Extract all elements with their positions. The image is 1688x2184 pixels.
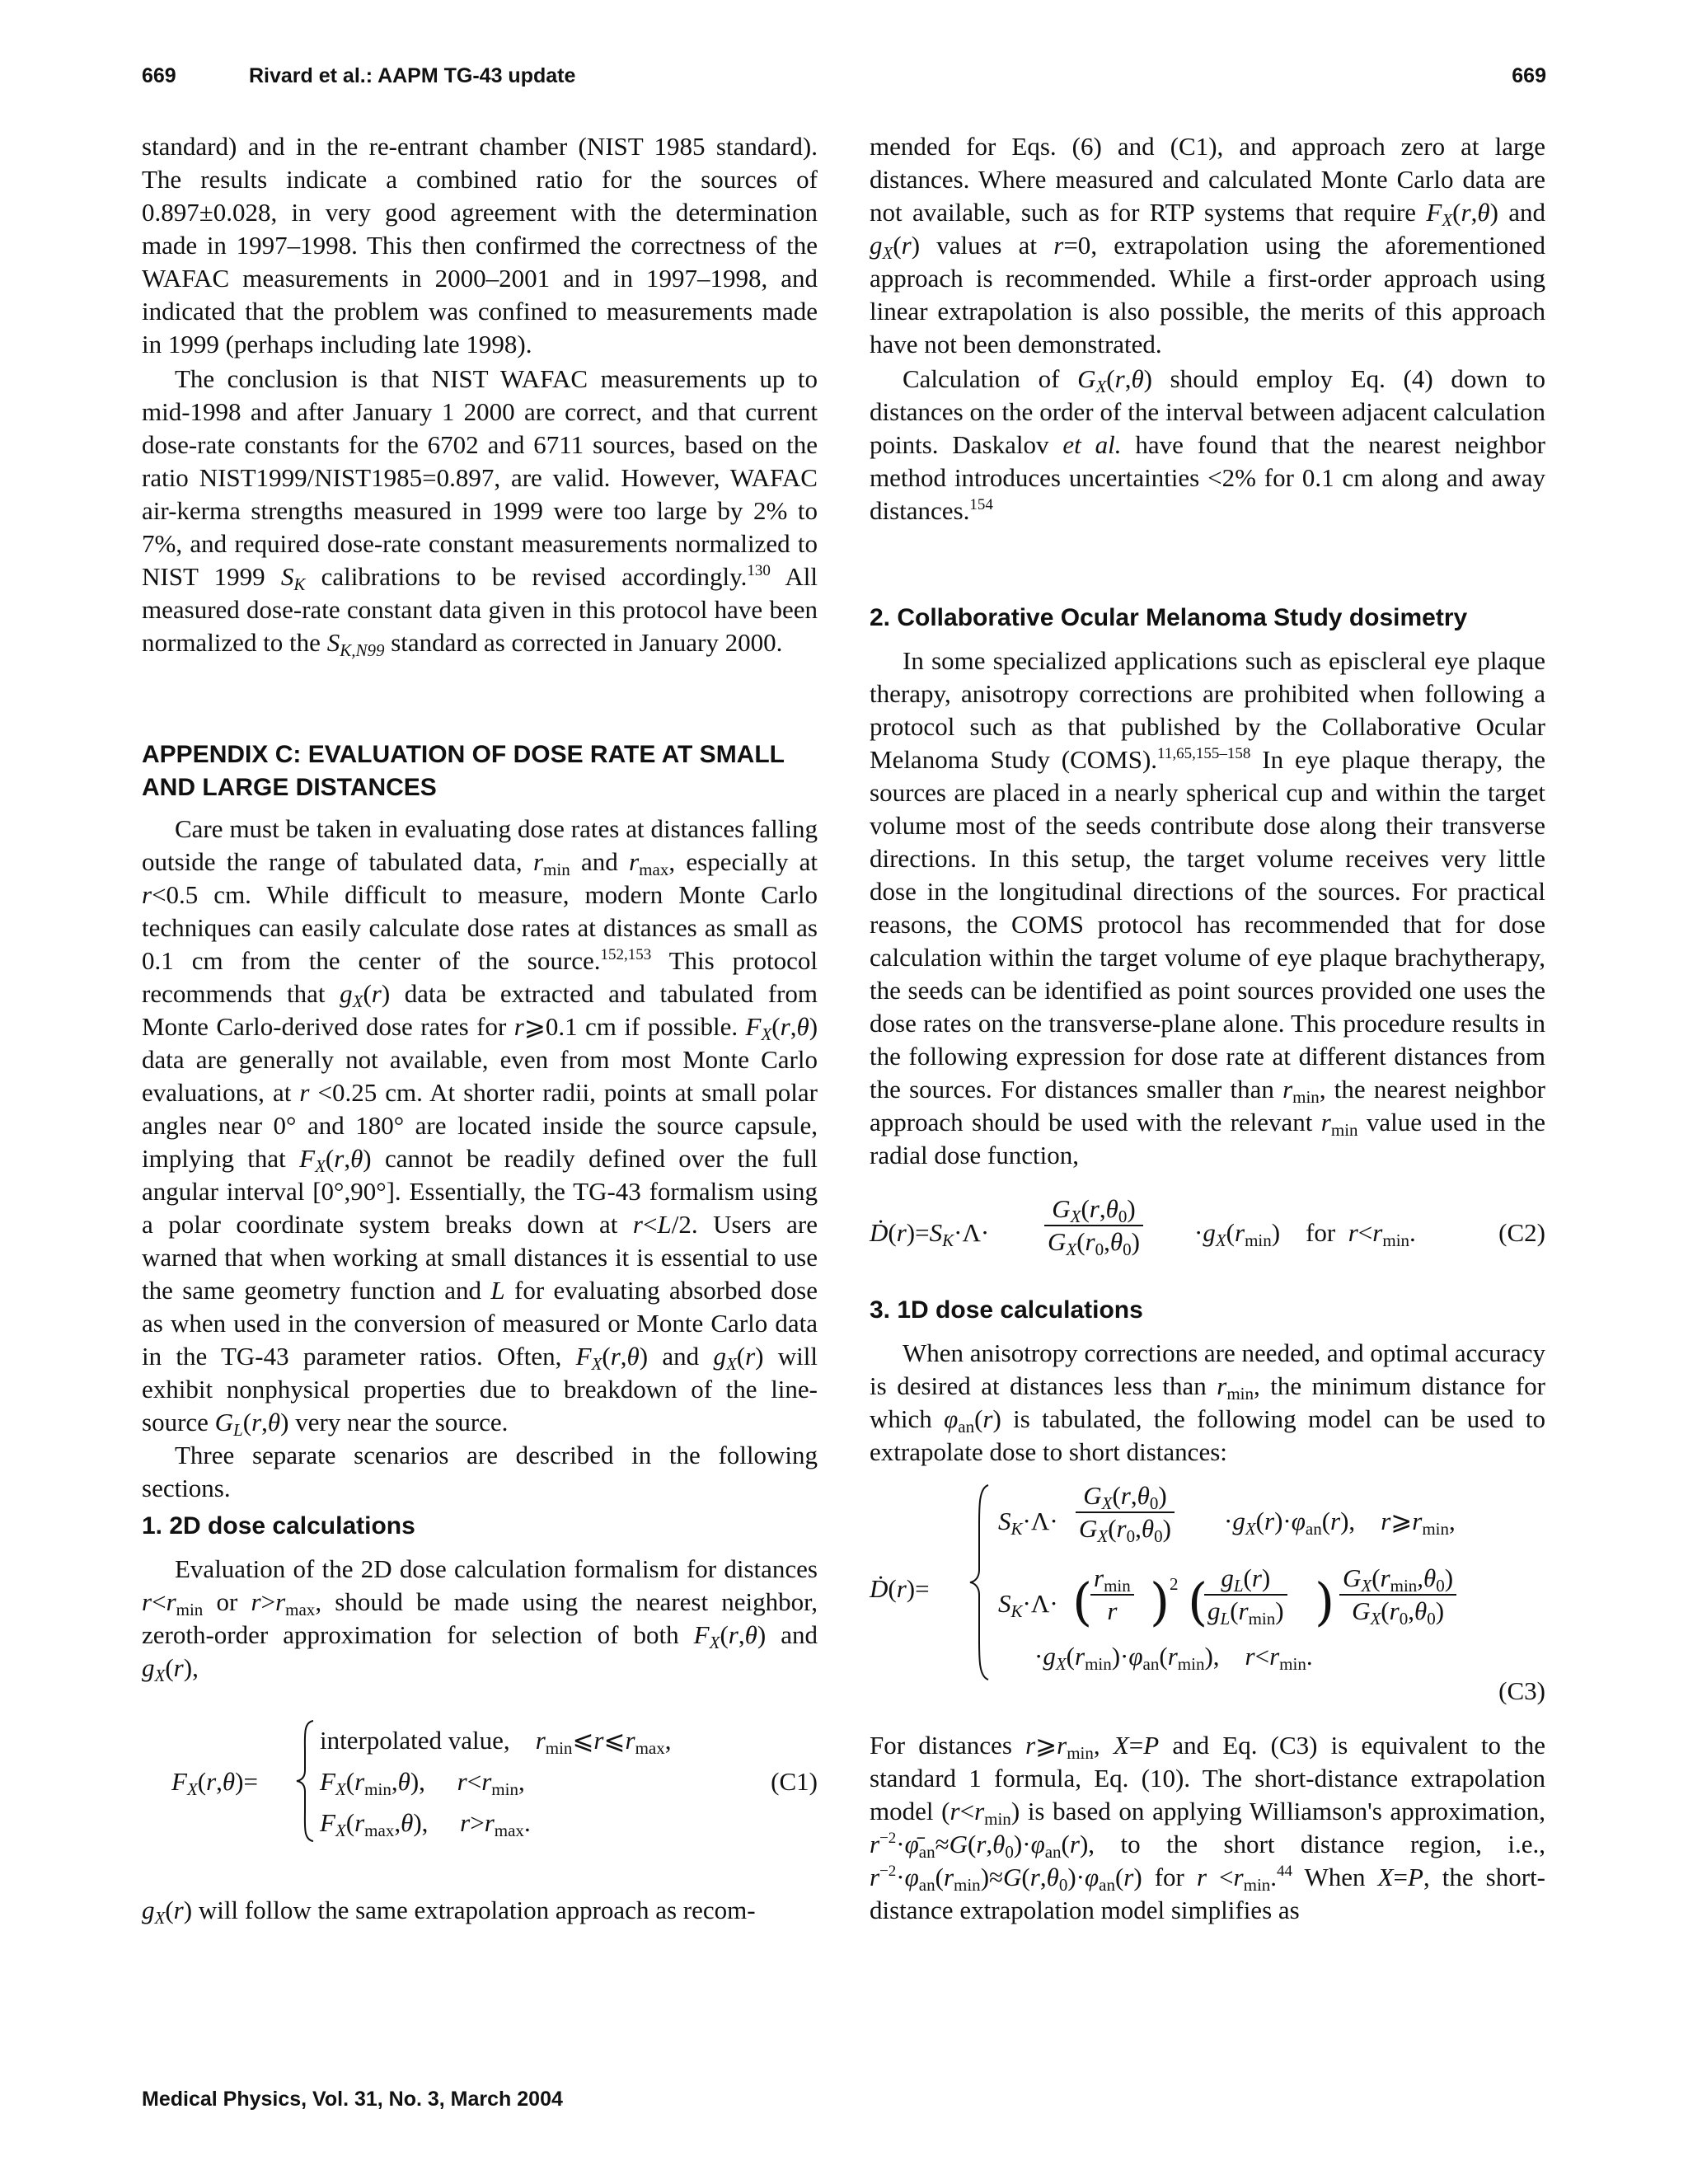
equation-c1: $F_X(r,\theta)=$ interpolated value, $r_{min}⩽r⩽r_{max}$, $F_X(r_{min},\theta)$, $r<r_{min}$, $F_X(r_{max},\theta)$, $r>r_{max}$. (C1) — [142, 1716, 818, 1856]
paragraph: Care must be taken in evaluating dose rates at distances falling outside the range of tabulated data, $r_{min}$ and $r_{max}$, especially at r<0.5 cm. While difficult to measure, modern Monte Carlo techniques can easily calculate dose rates at distances as small as 0.1 cm from the center of the source.$^{152,153}$ This protocol recommends that $g_X(r)$ data be extracted and tabulated from Monte Carlo-derived dose rates for r⩾0.1 cm if possible. $F_X(r,\theta)$ data are generally not available, even from most Monte Carlo evaluations, at r <0.25 cm. At shorter radii, points at small polar angles near 0° and 180° are located inside the source capsule, implying that $F_X(r,\theta)$ cannot be readily defined over the full angular interval [0°,90°]. Essentially, the TG-43 formalism using a polar coordinate system breaks down at r<L/2. Users are warned that when working at small distances it is essential to use the same geometry function and L for evaluating absorbed dose as when used in the conversion of measured or Monte Carlo data in the TG-43 parameter ratios. Often, $F_X(r,\theta)$ and $g_X(r)$ will exhibit nonphysical properties due to breakdown of the line-source $G_L(r,\theta)$ very near the source. — [142, 814, 818, 1440]
left-column — [142, 130, 818, 1927]
page-number-left: 669 — [142, 64, 176, 87]
journal-footer: Medical Physics, Vol. 31, No. 3, March 2004 — [142, 2088, 563, 2111]
section-heading: 1. 2D dose calculations — [142, 1512, 415, 1540]
section-heading: 3. 1D dose calculations — [870, 1296, 1143, 1324]
reference: 130 — [747, 562, 771, 579]
paragraph: Calculation of $G_X(r,\theta)$ should employ Eq. (4) down to distances on the order of the interval between adjacent calculation points. Daskalov et al. have found that the nearest neighbor method introduces uncertainties <2% for 0.1 cm along and away distances.$^{154}$ — [870, 364, 1545, 525]
equation-label: (C1) — [771, 1767, 818, 1796]
paragraph: mended for Eqs. (6) and (C1), and approach zero at large distances. Where measured and calculated Monte Carlo data are not available, such as for RTP systems that require $F_X(r,\theta)$ and $g_X(r)$ values at r=0, extrapolation using the aforementioned approach is recommended. While a first-order approach using linear extrapolation is also possible, the merits of this approach have not been demonstrated. — [870, 132, 1545, 359]
paragraph: When anisotropy corrections are needed, and optimal accuracy is desired at distances less than $r_{min}$, the minimum distance for which $\varphi_{an}(r)$ is tabulated, the following model can be used to extrapolate dose to short distances: — [870, 1338, 1545, 1466]
equation-label: (C3) — [1498, 1676, 1545, 1705]
left-brace — [968, 1483, 990, 1681]
paragraph: $g_X(r)$ will follow the same extrapolation approach as recom- — [142, 1896, 756, 1928]
reference: 154 — [969, 496, 993, 513]
reference: 44 — [1277, 1863, 1293, 1880]
paragraph: Three separate scenarios are described in the following sections. — [142, 1441, 818, 1502]
appendix-heading: APPENDIX C: EVALUATION OF DOSE RATE AT SMALL AND LARGE DISTANCES — [142, 741, 785, 801]
section-heading: 2. Collaborative Ocular Melanoma Study dosimetry — [870, 604, 1468, 631]
right-column — [870, 130, 1545, 1927]
running-head — [142, 64, 1546, 97]
running-title: Rivard et al.: AAPM TG-43 update — [249, 64, 576, 87]
left-brace — [295, 1719, 315, 1843]
reference: 152,153 — [600, 946, 652, 963]
paragraph: standard) and in the re-entrant chamber (NIST 1985 standard). The results indicate a combined ratio for the sources of 0.897±0.028, in very good agreement with the determination made in 1997–1998. This then confirmed the correctness of the WAFAC measurements in 2000–2001 and in 1997–1998, and indicated that the problem was confined to measurements made in 1999 (perhaps including late 1998). — [142, 132, 818, 359]
paragraph: For distances $r⩾r_{min}$, X=P and Eq. (C3) is equivalent to the standard 1 formula, Eq. (10). The short-distance extrapolation model $(r<r_{min})$ is based on applying Williamson's approximation, $r^{-2}\cdot\varphī_{an}\approx G(r,\theta_0)\cdot\varphi_{an}(r)$, to the short distance region, i.e., $r^{-2}\cdot\varphi_{an}(r_{min})\approx G(r,\theta_0)\cdot\varphi_{an}(r)$ for $r <r_{min}.^{44}$ When X=P, the short-distance extrapolation model simplifies as — [870, 1731, 1546, 1924]
paragraph: The conclusion is that NIST WAFAC measurements up to mid-1998 and after January 1 2000 are correct, and that current dose-rate constants for the 6702 and 6711 sources, based on the ratio NIST1999/NIST1985=0.897, are valid. However, WAFAC air-kerma strengths measured in 1999 were too large by 2% to 7%, and required dose-rate constant measurements normalized to NIST 1999 $S_K$ calibrations to be revised accordingly.$^{130}$ All measured dose-rate constant data given in this protocol have been normalized to the $S_{K,N99}$ standard as corrected in January 2000. — [142, 364, 818, 660]
equation-c2: $Ḋ(r)=S_K\cdot\Lambda\cdot$ $\frac{G_X(r,\theta_0)}{G_X(r_0,\theta_0)}$ $\cdot g_X(r_{min})$ for $r<r_{min}$. (C2) — [870, 1194, 1545, 1259]
page-number-right: 669 — [1512, 64, 1546, 87]
paragraph: Evaluation of the 2D dose calculation formalism for distances $r<r_{min}$ or $r>r_{max}$, should be made using the nearest neighbor, zeroth-order approximation for selection of both $F_X(r,\theta)$ and $g_X(r)$, — [142, 1554, 818, 1685]
reference: 11,65,155–158 — [1157, 745, 1251, 762]
equation-label: (C2) — [1498, 1218, 1545, 1247]
paragraph: In some specialized applications such as episcleral eye plaque therapy, anisotropy corrections are prohibited when following a protocol such as that published by the Collaborative Ocular Melanoma Study (COMS).$^{11,65,155-158}$ In eye plaque therapy, the sources are placed in a nearly spherical cup and within the target volume most of the seeds contribute dose along their transverse directions. In this setup, the target volume receives very little dose in the longitudinal directions of the sources. For practical reasons, the COMS protocol has recommended that for dose calculation within the target volume of eye plaque brachytherapy, the seeds can be identified as point sources provided one uses the dose rates on the transverse-plane alone. This procedure results in the following expression for dose rate at different distances from the sources. For distances smaller than $r_{min}$, the nearest neighbor approach should be used with the relevant $r_{min}$ value used in the radial dose function, — [870, 646, 1546, 1169]
equation-c3: Ḋ(r)= $S_K\cdot\Lambda\cdot$ $\frac{G_X(r,\theta_0)}{G_X(r_0,\theta_0)}$ $\cdot g_X(r)\cdot\varphi_{an}(r)$, $r⩾r_{min}$, $S_K\cdot\Lambda\cdot$ ( $r_{min}$ r ) 2 ( $g_L(r)$ $g_L(r_{min})$ ) $G_X(r_{min},\theta_0)$ $G_X(r_0,\theta_0)$ $\cdot g_X(r_{min})\cdot\varphi_{an}(r_{min})$, $r<r_{min}$. (C3) — [870, 1480, 1545, 1708]
